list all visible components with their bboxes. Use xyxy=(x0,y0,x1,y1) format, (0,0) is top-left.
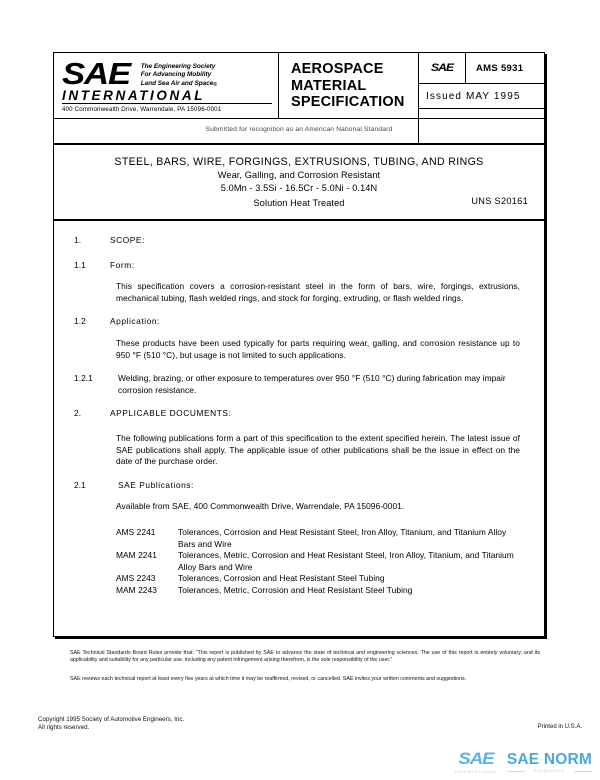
publication-row xyxy=(116,585,520,597)
publications-availability: Available from SAE, 400 Commonwealth Drive, Warrendale, PA 15096-0001. xyxy=(116,501,405,512)
subsection-form-number: 1.1 xyxy=(74,259,86,270)
subsection-sae-publications-number: 2.1 xyxy=(74,479,86,490)
subsection-form-title: Form: xyxy=(110,259,135,270)
copyright-block xyxy=(38,716,184,732)
subsection-application-heading xyxy=(74,316,526,328)
document-footer xyxy=(70,650,540,683)
doc-type-line-2: MATERIAL xyxy=(291,77,367,94)
subsection-application-text: These products have been used typically for parts requiring wear, galling, and corrosion resistance up to 950 °F (510 °C), but usage is not limited to such applications. xyxy=(116,337,520,360)
publication-row xyxy=(116,573,520,585)
applicable-documents-intro: The following publications form a part of this specification to the extent specified herein. The latest issue of SAE publications shall apply. The applicable issue of other publications shall be the issue in effect on the date of the purchase order. xyxy=(116,432,520,467)
publication-title: Tolerances, Corrosion and Heat Resistant Steel Tubing xyxy=(178,573,385,584)
title-line-1: STEEL, BARS, WIRE, FORGINGS, EXTRUSIONS, TUBING, AND RINGS xyxy=(114,156,484,168)
sae-tagline xyxy=(141,59,217,89)
subsection-application-title: Application: xyxy=(110,316,160,327)
document-number: AMS 5931 xyxy=(476,62,524,74)
subsection-note-text: Welding, brazing, or other exposure to temperatures over 950 °F (510 °C) during fabrication may impair corrosion resistance. xyxy=(118,373,506,395)
watermark-logo xyxy=(452,750,501,774)
section-scope-title: SCOPE: xyxy=(110,235,145,245)
title-line-2: Wear, Galling, and Corrosion Resistant xyxy=(217,170,381,180)
document-number-row xyxy=(419,53,544,84)
tagline-line-2-text: For Advancing Mobility xyxy=(140,71,212,79)
tagline-line-1-text: The Engineering Society xyxy=(140,63,216,70)
submitted-note: Submitted for recognition as an American National Standard xyxy=(205,126,393,133)
watermark-name-subtitle: STANDARDS xyxy=(507,769,592,773)
watermark-name: SAE NORM xyxy=(506,750,592,768)
sae-norm-watermark xyxy=(452,748,592,776)
rights-text: All rights reserved. xyxy=(38,724,90,731)
section-applicable-documents-number: 2. xyxy=(74,408,82,419)
publication-row xyxy=(116,527,520,550)
document-header xyxy=(54,53,544,119)
registered-mark-icon: ® xyxy=(213,81,218,88)
footer-review-note: SAE reviews each technical report at least every five years at which time it may be reaffirmed, revised, or cancelled. SAE invites your written comments and suggestions. xyxy=(70,675,467,682)
subsection-note-121 xyxy=(74,373,526,396)
watermark-sae-logo: SAE xyxy=(458,749,495,768)
publication-row xyxy=(116,550,520,573)
mini-sae-logo-cell xyxy=(419,53,466,83)
document-type-block xyxy=(278,53,418,118)
title-line-4-row xyxy=(54,195,544,210)
issued-date: Issued MAY 1995 xyxy=(419,84,544,109)
footer-disclaimer: SAE Technical Standards Board Rules provide that: “This report is published by SAE to advance the state of technical and engineering sciences. The use of this report is entirely voluntary, and its applicability and suitability for any particular use, including any patent infringement arising therefrom, is the sole responsibility of the user.” xyxy=(70,650,540,664)
title-block xyxy=(54,145,544,221)
printed-in-text: Printed in U.S.A. xyxy=(537,724,582,730)
publication-code: MAM 2241 xyxy=(116,550,157,561)
subsection-sae-publications-title: SAE Publications: xyxy=(118,479,194,490)
section-scope-number: 1. xyxy=(74,235,82,245)
publication-code: AMS 2243 xyxy=(116,573,156,584)
sae-logo: SAE xyxy=(62,56,131,91)
subsection-form-text: This specification covers a corrosion-resistant steel in the form of bars, wire, forgings, extrusions, mechanical tubing, flash welded rings, and stock for forging, extruding, or flash welded rings. xyxy=(116,281,520,303)
document-id-block xyxy=(418,53,544,118)
uns-designation: UNS S20161 xyxy=(471,196,528,206)
publication-code: MAM 2243 xyxy=(116,584,157,595)
section-scope-heading xyxy=(74,235,526,247)
publication-title: Tolerances, Metric, Corrosion and Heat Resistant Steel Tubing xyxy=(178,584,413,595)
publication-title: Tolerances, Corrosion and Heat Resistant Steel, Iron Alloy, Titanium, and Titanium Alloy Bars and Wire xyxy=(178,526,507,549)
title-line-4: Solution Heat Treated xyxy=(253,198,345,208)
sae-address: 400 Commonwealth Drive, Warrendale, PA 15096-0001 xyxy=(62,106,222,114)
publications-list xyxy=(116,527,526,597)
watermark-name-block xyxy=(507,752,592,773)
section-applicable-documents-title: APPLICABLE DOCUMENTS: xyxy=(110,408,232,419)
copyright-text: Copyright 1995 Society of Automotive Engineers, Inc. xyxy=(38,716,185,723)
doc-type-line-1: AEROSPACE xyxy=(291,61,384,77)
sae-branding-block xyxy=(54,53,278,118)
watermark-logo-subtitle: INTERNATIONAL xyxy=(455,770,498,774)
section-applicable-documents-heading xyxy=(74,408,526,420)
publication-code: AMS 2241 xyxy=(116,526,156,537)
document-body xyxy=(54,221,544,596)
subsection-form-heading xyxy=(74,260,526,272)
tagline-line-3-text: Land Sea Air and Space xyxy=(140,79,214,87)
subsection-sae-publications-heading xyxy=(74,480,526,492)
subsection-application-number: 1.2 xyxy=(74,316,86,327)
doc-type-line-3: SPECIFICATION xyxy=(291,94,405,110)
sae-mini-logo: SAE xyxy=(430,62,454,74)
sae-international-wordmark: INTERNATIONAL xyxy=(62,88,272,104)
publication-title: Tolerances, Metric, Corrosion and Heat Resistant Steel, Iron Alloy, Titanium, and Titanium Alloy Bars and Wire xyxy=(178,550,514,572)
title-line-3-composition: 5.0Mn - 3.5Si - 16.5Cr - 5.0Ni - 0.14N xyxy=(220,183,378,193)
submitted-note-band xyxy=(54,119,544,145)
document-frame xyxy=(53,52,545,637)
subsection-note-number: 1.2.1 xyxy=(74,373,93,384)
